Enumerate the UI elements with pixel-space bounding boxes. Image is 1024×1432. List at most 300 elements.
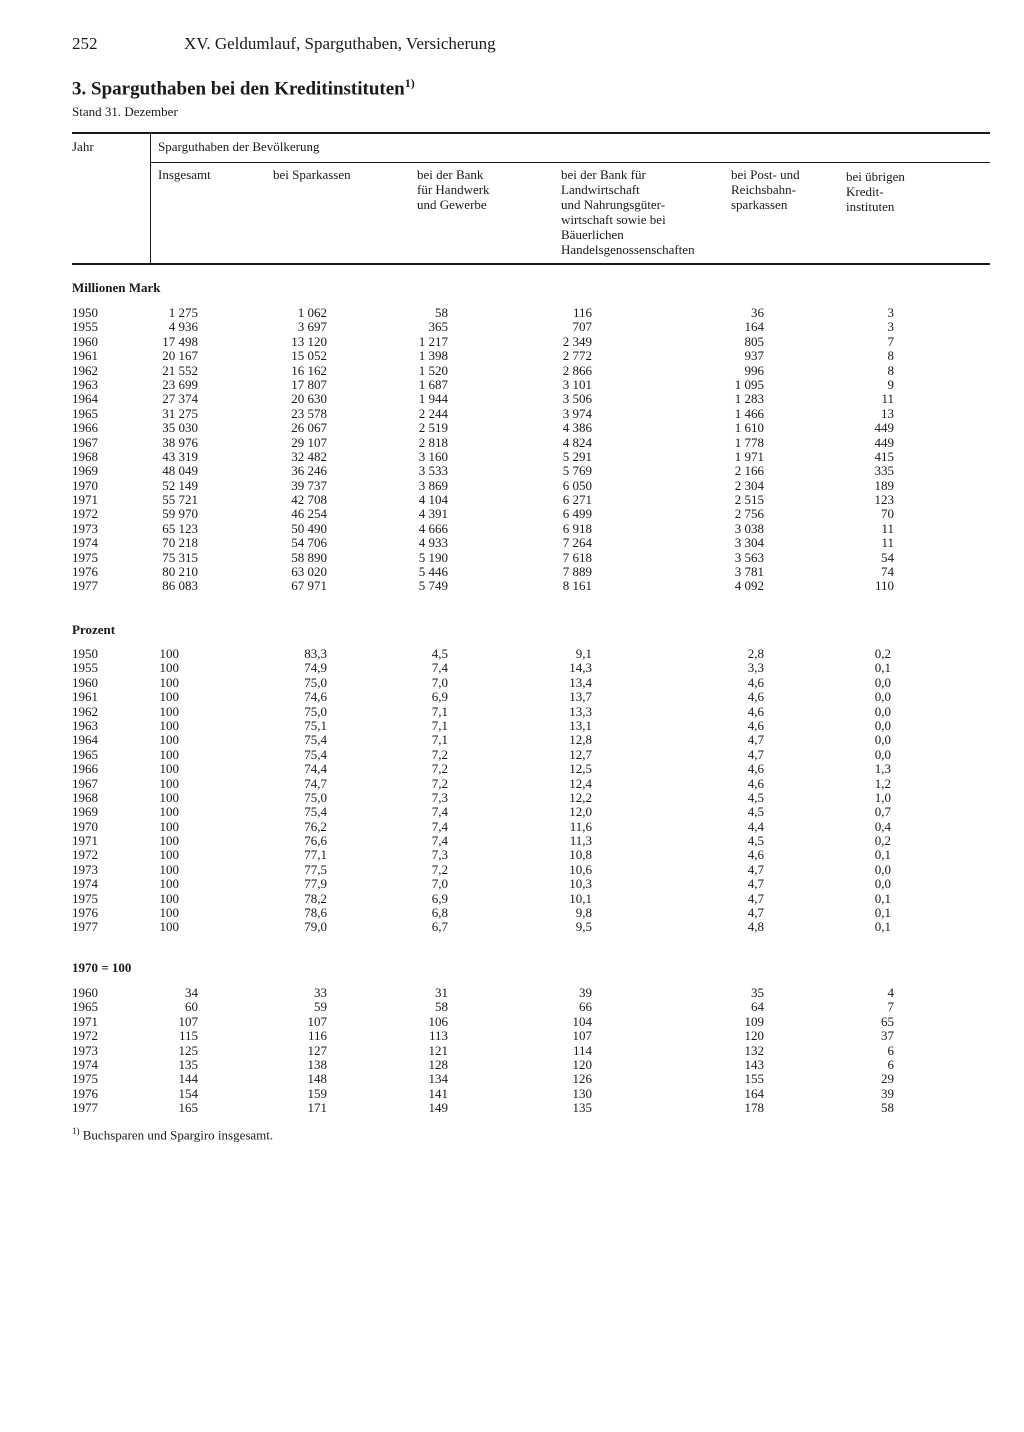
cell-bank-landwirtschaft: 130	[572, 1085, 592, 1101]
cell-year: 1976	[72, 905, 98, 921]
cell-bank-landwirtschaft: 10,3	[569, 876, 592, 892]
cell-post-reichsbahn: 3 304	[734, 535, 764, 551]
header-year: Jahr	[72, 139, 94, 154]
header-col-insgesamt: Insgesamt	[158, 167, 211, 182]
cell-bank-handwerk: 7,2	[431, 746, 448, 762]
cell-sparkassen: 13 120	[291, 333, 327, 349]
cell-insgesamt: 100	[159, 646, 179, 661]
cell-bank-landwirtschaft: 135	[572, 1100, 592, 1116]
cell-bank-landwirtschaft: 12,7	[569, 746, 592, 762]
cell-bank-handwerk: 7,1	[431, 703, 448, 719]
cell-insgesamt: 154	[178, 1085, 198, 1101]
cell-uebrige: 7	[887, 333, 894, 349]
cell-year: 1961	[72, 348, 98, 364]
cell-bank-handwerk: 7,4	[431, 804, 448, 820]
table-row	[0, 364, 1024, 378]
cell-sparkassen: 127	[307, 1042, 327, 1058]
cell-bank-handwerk: 5 190	[418, 549, 448, 565]
cell-uebrige: 0,2	[874, 833, 891, 849]
cell-uebrige: 0,0	[874, 746, 891, 762]
cell-uebrige: 3	[887, 305, 894, 320]
title-footnote-mark: 1)	[404, 76, 415, 90]
cell-insgesamt: 100	[159, 761, 179, 777]
cell-sparkassen: 1 062	[297, 305, 327, 320]
cell-post-reichsbahn: 4,7	[747, 905, 764, 921]
cell-uebrige: 0,7	[874, 804, 891, 820]
cell-sparkassen: 54 706	[291, 535, 327, 551]
cell-insgesamt: 27 374	[162, 391, 198, 407]
cell-year: 1973	[72, 520, 98, 536]
cell-bank-landwirtschaft: 126	[572, 1071, 592, 1087]
table-row	[0, 791, 1024, 805]
cell-insgesamt: 100	[159, 847, 179, 863]
table-row	[0, 661, 1024, 675]
cell-insgesamt: 43 319	[162, 448, 198, 464]
cell-bank-landwirtschaft: 12,4	[569, 775, 592, 791]
table-row	[0, 551, 1024, 565]
cell-insgesamt: 75 315	[162, 549, 198, 565]
table-row	[0, 378, 1024, 392]
cell-bank-landwirtschaft: 10,1	[569, 890, 592, 906]
cell-bank-handwerk: 113	[428, 1028, 448, 1044]
cell-sparkassen: 74,6	[304, 689, 327, 705]
cell-year: 1972	[72, 1028, 98, 1044]
cell-bank-handwerk: 6,7	[431, 919, 448, 935]
cell-post-reichsbahn: 155	[744, 1071, 764, 1087]
table-title	[72, 76, 415, 100]
cell-sparkassen: 74,7	[304, 775, 327, 791]
cell-post-reichsbahn: 996	[744, 362, 764, 378]
cell-sparkassen: 39 737	[291, 477, 327, 493]
cell-insgesamt: 1 275	[168, 305, 198, 320]
cell-post-reichsbahn: 3 781	[734, 564, 764, 580]
cell-year: 1971	[72, 833, 98, 849]
table-row	[0, 1101, 1024, 1115]
cell-sparkassen: 67 971	[291, 578, 327, 594]
cell-uebrige: 0,0	[874, 861, 891, 877]
cell-bank-landwirtschaft: 3 974	[562, 405, 592, 421]
cell-sparkassen: 76,6	[304, 833, 327, 849]
cell-uebrige: 0,0	[874, 689, 891, 705]
cell-insgesamt: 100	[159, 689, 179, 705]
table-group-rule	[150, 162, 990, 163]
cell-year: 1966	[72, 420, 98, 436]
cell-bank-landwirtschaft: 12,8	[569, 732, 592, 748]
cell-year: 1975	[72, 1071, 98, 1087]
cell-year: 1955	[72, 660, 98, 676]
cell-sparkassen: 16 162	[291, 362, 327, 378]
cell-bank-landwirtschaft: 12,0	[569, 804, 592, 820]
cell-year: 1971	[72, 1013, 98, 1029]
table-row	[0, 335, 1024, 349]
cell-insgesamt: 34	[185, 985, 198, 1000]
cell-year: 1972	[72, 506, 98, 522]
table-row	[0, 848, 1024, 862]
cell-uebrige: 189	[874, 477, 894, 493]
cell-uebrige: 8	[887, 348, 894, 364]
footnote	[72, 1126, 273, 1143]
cell-year: 1965	[72, 746, 98, 762]
table-row	[0, 705, 1024, 719]
table-row	[0, 421, 1024, 435]
cell-bank-landwirtschaft: 12,5	[569, 761, 592, 777]
cell-insgesamt: 4 936	[168, 319, 198, 335]
cell-insgesamt: 100	[159, 674, 179, 690]
cell-year: 1976	[72, 1085, 98, 1101]
cell-sparkassen: 50 490	[291, 520, 327, 536]
cell-uebrige: 11	[881, 535, 894, 551]
cell-uebrige: 1,2	[874, 775, 891, 791]
cell-insgesamt: 100	[159, 919, 179, 935]
table-row	[0, 1058, 1024, 1072]
cell-bank-landwirtschaft: 10,8	[569, 847, 592, 863]
cell-sparkassen: 32 482	[291, 448, 327, 464]
running-header	[72, 34, 496, 54]
cell-sparkassen: 75,4	[304, 804, 327, 820]
table-top-rule	[72, 132, 990, 134]
cell-sparkassen: 75,0	[304, 703, 327, 719]
cell-year: 1963	[72, 376, 98, 392]
cell-post-reichsbahn: 4,6	[747, 775, 764, 791]
cell-insgesamt: 100	[159, 703, 179, 719]
cell-post-reichsbahn: 4,6	[747, 761, 764, 777]
cell-year: 1965	[72, 999, 98, 1015]
cell-post-reichsbahn: 4,6	[747, 847, 764, 863]
cell-post-reichsbahn: 1 971	[734, 448, 764, 464]
cell-insgesamt: 135	[178, 1056, 198, 1072]
cell-bank-handwerk: 365	[428, 319, 448, 335]
cell-year: 1964	[72, 732, 98, 748]
cell-bank-handwerk: 7,2	[431, 861, 448, 877]
cell-bank-landwirtschaft: 39	[579, 985, 592, 1000]
cell-insgesamt: 70 218	[162, 535, 198, 551]
header-col-post-reichsbahn: bei Post- und Reichsbahn- sparkassen	[731, 167, 800, 212]
table-row	[0, 820, 1024, 834]
cell-bank-landwirtschaft: 10,6	[569, 861, 592, 877]
cell-sparkassen: 77,5	[304, 861, 327, 877]
cell-bank-handwerk: 2 818	[418, 434, 448, 450]
cell-year: 1960	[72, 333, 98, 349]
cell-bank-handwerk: 3 160	[418, 448, 448, 464]
cell-year: 1955	[72, 319, 98, 335]
cell-insgesamt: 100	[159, 775, 179, 791]
cell-insgesamt: 21 552	[162, 362, 198, 378]
cell-uebrige: 37	[881, 1028, 894, 1044]
cell-insgesamt: 38 976	[162, 434, 198, 450]
cell-post-reichsbahn: 164	[744, 1085, 764, 1101]
cell-sparkassen: 23 578	[291, 405, 327, 421]
cell-year: 1975	[72, 890, 98, 906]
cell-post-reichsbahn: 3 563	[734, 549, 764, 565]
table-row	[0, 579, 1024, 593]
cell-post-reichsbahn: 36	[751, 305, 764, 320]
cell-uebrige: 11	[881, 391, 894, 407]
cell-uebrige: 74	[881, 564, 894, 580]
cell-uebrige: 0,1	[874, 660, 891, 676]
cell-post-reichsbahn: 4,6	[747, 717, 764, 733]
cell-year: 1967	[72, 434, 98, 450]
table-row	[0, 748, 1024, 762]
table-row	[0, 676, 1024, 690]
table-row	[0, 407, 1024, 421]
cell-post-reichsbahn: 4,5	[747, 804, 764, 820]
cell-insgesamt: 165	[178, 1100, 198, 1116]
table-row	[0, 565, 1024, 579]
cell-uebrige: 0,0	[874, 717, 891, 733]
cell-bank-landwirtschaft: 11,3	[569, 833, 592, 849]
cell-post-reichsbahn: 132	[744, 1042, 764, 1058]
cell-bank-handwerk: 3 869	[418, 477, 448, 493]
cell-bank-landwirtschaft: 114	[572, 1042, 592, 1058]
cell-bank-landwirtschaft: 9,1	[575, 646, 592, 661]
cell-year: 1971	[72, 492, 98, 508]
cell-bank-handwerk: 5 446	[418, 564, 448, 580]
table-row	[0, 834, 1024, 848]
cell-bank-handwerk: 121	[428, 1042, 448, 1058]
cell-year: 1960	[72, 674, 98, 690]
cell-bank-landwirtschaft: 707	[572, 319, 592, 335]
cell-uebrige: 13	[881, 405, 894, 421]
cell-insgesamt: 125	[178, 1042, 198, 1058]
cell-insgesamt: 100	[159, 833, 179, 849]
cell-bank-landwirtschaft: 12,2	[569, 789, 592, 805]
cell-uebrige: 0,0	[874, 732, 891, 748]
cell-year: 1972	[72, 847, 98, 863]
cell-bank-landwirtschaft: 9,8	[575, 905, 592, 921]
cell-sparkassen: 29 107	[291, 434, 327, 450]
page-number: 252	[72, 34, 98, 53]
cell-uebrige: 8	[887, 362, 894, 378]
cell-insgesamt: 55 721	[162, 492, 198, 508]
cell-sparkassen: 78,2	[304, 890, 327, 906]
table-row	[0, 906, 1024, 920]
cell-bank-handwerk: 106	[428, 1013, 448, 1029]
cell-uebrige: 70	[881, 506, 894, 522]
cell-post-reichsbahn: 937	[744, 348, 764, 364]
cell-uebrige: 123	[874, 492, 894, 508]
cell-insgesamt: 100	[159, 789, 179, 805]
cell-bank-handwerk: 7,3	[431, 789, 448, 805]
table-row	[0, 1087, 1024, 1101]
table-row	[0, 522, 1024, 536]
cell-bank-handwerk: 7,1	[431, 732, 448, 748]
cell-uebrige: 0,1	[874, 919, 891, 935]
cell-insgesamt: 86 083	[162, 578, 198, 594]
section-label-prozent: Prozent	[72, 622, 116, 637]
cell-insgesamt: 100	[159, 804, 179, 820]
table-row	[0, 464, 1024, 478]
cell-year: 1974	[72, 876, 98, 892]
table-row	[0, 877, 1024, 891]
cell-bank-handwerk: 6,9	[431, 890, 448, 906]
cell-post-reichsbahn: 805	[744, 333, 764, 349]
cell-insgesamt: 52 149	[162, 477, 198, 493]
cell-sparkassen: 171	[307, 1100, 327, 1116]
cell-uebrige: 4	[887, 985, 894, 1000]
section-rows-millionen	[0, 306, 1024, 594]
cell-sparkassen: 3 697	[297, 319, 327, 335]
cell-year: 1970	[72, 477, 98, 493]
cell-post-reichsbahn: 178	[744, 1100, 764, 1116]
table-row	[0, 436, 1024, 450]
cell-bank-handwerk: 7,4	[431, 833, 448, 849]
cell-uebrige: 415	[874, 448, 894, 464]
cell-bank-handwerk: 149	[428, 1100, 448, 1116]
cell-year: 1973	[72, 1042, 98, 1058]
cell-sparkassen: 76,2	[304, 818, 327, 834]
cell-bank-handwerk: 1 520	[418, 362, 448, 378]
cell-insgesamt: 60	[185, 999, 198, 1015]
section-rows-index	[0, 986, 1024, 1116]
cell-bank-landwirtschaft: 13,4	[569, 674, 592, 690]
cell-bank-handwerk: 4,5	[431, 646, 448, 661]
cell-uebrige: 1,3	[874, 761, 891, 777]
table-subtitle: Stand 31. Dezember	[72, 104, 178, 119]
cell-bank-handwerk: 2 519	[418, 420, 448, 436]
cell-bank-handwerk: 5 749	[418, 578, 448, 594]
cell-bank-landwirtschaft: 7 889	[562, 564, 592, 580]
table-row	[0, 719, 1024, 733]
cell-bank-landwirtschaft: 4 824	[562, 434, 592, 450]
cell-year: 1962	[72, 362, 98, 378]
cell-bank-handwerk: 4 666	[418, 520, 448, 536]
cell-uebrige: 0,0	[874, 703, 891, 719]
cell-post-reichsbahn: 143	[744, 1056, 764, 1072]
table-row	[0, 507, 1024, 521]
cell-post-reichsbahn: 1 283	[734, 391, 764, 407]
cell-bank-handwerk: 31	[435, 985, 448, 1000]
cell-insgesamt: 100	[159, 890, 179, 906]
table-row	[0, 762, 1024, 776]
cell-post-reichsbahn: 1 466	[734, 405, 764, 421]
cell-sparkassen: 75,1	[304, 717, 327, 733]
table-row	[0, 690, 1024, 704]
cell-year: 1963	[72, 717, 98, 733]
year-column-divider	[150, 134, 151, 264]
cell-bank-landwirtschaft: 6 050	[562, 477, 592, 493]
cell-uebrige: 65	[881, 1013, 894, 1029]
table-row	[0, 1044, 1024, 1058]
cell-bank-landwirtschaft: 4 386	[562, 420, 592, 436]
header-col-bank-handwerk: bei der Bank für Handwerk und Gewerbe	[417, 167, 490, 212]
cell-insgesamt: 100	[159, 818, 179, 834]
table-row	[0, 805, 1024, 819]
table-title-text: 3. Sparguthaben bei den Kreditinstituten	[72, 78, 405, 100]
cell-bank-landwirtschaft: 6 499	[562, 506, 592, 522]
cell-sparkassen: 138	[307, 1056, 327, 1072]
cell-uebrige: 9	[887, 376, 894, 392]
cell-year: 1974	[72, 535, 98, 551]
table-row	[0, 777, 1024, 791]
table-row	[0, 986, 1024, 1000]
cell-insgesamt: 35 030	[162, 420, 198, 436]
cell-bank-landwirtschaft: 7 264	[562, 535, 592, 551]
cell-uebrige: 0,1	[874, 890, 891, 906]
cell-year: 1968	[72, 789, 98, 805]
footnote-text: Buchsparen und Spargiro insgesamt.	[82, 1127, 274, 1143]
table-header-bottom-rule	[72, 263, 990, 265]
cell-bank-landwirtschaft: 2 349	[562, 333, 592, 349]
cell-bank-landwirtschaft: 107	[572, 1028, 592, 1044]
cell-post-reichsbahn: 4 092	[734, 578, 764, 594]
cell-post-reichsbahn: 4,5	[747, 833, 764, 849]
cell-bank-handwerk: 1 217	[418, 333, 448, 349]
cell-insgesamt: 100	[159, 905, 179, 921]
cell-bank-landwirtschaft: 7 618	[562, 549, 592, 565]
header-col-uebrige: bei übrigen Kredit- instituten	[846, 169, 905, 214]
table-row	[0, 647, 1024, 661]
cell-post-reichsbahn: 4,7	[747, 861, 764, 877]
cell-post-reichsbahn: 2 515	[734, 492, 764, 508]
cell-bank-landwirtschaft: 3 506	[562, 391, 592, 407]
cell-bank-landwirtschaft: 8 161	[562, 578, 592, 594]
cell-bank-landwirtschaft: 9,5	[575, 919, 592, 935]
cell-bank-landwirtschaft: 2 866	[562, 362, 592, 378]
cell-bank-landwirtschaft: 14,3	[569, 660, 592, 676]
cell-year: 1950	[72, 646, 98, 661]
cell-insgesamt: 100	[159, 876, 179, 892]
cell-bank-handwerk: 6,8	[431, 905, 448, 921]
cell-bank-landwirtschaft: 2 772	[562, 348, 592, 364]
cell-bank-handwerk: 141	[428, 1085, 448, 1101]
cell-post-reichsbahn: 64	[751, 999, 764, 1015]
cell-sparkassen: 75,0	[304, 674, 327, 690]
table-row	[0, 1029, 1024, 1043]
cell-post-reichsbahn: 4,7	[747, 876, 764, 892]
cell-post-reichsbahn: 3,3	[747, 660, 764, 676]
cell-sparkassen: 75,4	[304, 732, 327, 748]
cell-sparkassen: 42 708	[291, 492, 327, 508]
cell-bank-handwerk: 2 244	[418, 405, 448, 421]
cell-insgesamt: 144	[178, 1071, 198, 1087]
cell-bank-landwirtschaft: 5 291	[562, 448, 592, 464]
cell-sparkassen: 78,6	[304, 905, 327, 921]
cell-bank-landwirtschaft: 104	[572, 1013, 592, 1029]
cell-post-reichsbahn: 2 166	[734, 463, 764, 479]
footnote-mark: 1)	[72, 1126, 80, 1136]
cell-uebrige: 449	[874, 420, 894, 436]
cell-post-reichsbahn: 164	[744, 319, 764, 335]
cell-bank-handwerk: 7,4	[431, 660, 448, 676]
cell-uebrige: 335	[874, 463, 894, 479]
cell-insgesamt: 23 699	[162, 376, 198, 392]
cell-uebrige: 11	[881, 520, 894, 536]
cell-bank-handwerk: 7,0	[431, 674, 448, 690]
cell-sparkassen: 83,3	[304, 646, 327, 661]
cell-post-reichsbahn: 1 610	[734, 420, 764, 436]
cell-uebrige: 3	[887, 319, 894, 335]
cell-bank-handwerk: 7,0	[431, 876, 448, 892]
table-row	[0, 892, 1024, 906]
cell-insgesamt: 20 167	[162, 348, 198, 364]
table-row	[0, 479, 1024, 493]
cell-bank-handwerk: 4 391	[418, 506, 448, 522]
cell-bank-handwerk: 4 933	[418, 535, 448, 551]
cell-post-reichsbahn: 4,7	[747, 732, 764, 748]
table-row	[0, 349, 1024, 363]
cell-sparkassen: 46 254	[291, 506, 327, 522]
cell-post-reichsbahn: 4,4	[747, 818, 764, 834]
cell-sparkassen: 148	[307, 1071, 327, 1087]
header-col-sparkassen: bei Sparkassen	[273, 167, 351, 182]
table-row	[0, 320, 1024, 334]
table-row	[0, 863, 1024, 877]
cell-year: 1974	[72, 1056, 98, 1072]
cell-sparkassen: 58 890	[291, 549, 327, 565]
cell-year: 1973	[72, 861, 98, 877]
cell-uebrige: 29	[881, 1071, 894, 1087]
cell-year: 1976	[72, 564, 98, 580]
